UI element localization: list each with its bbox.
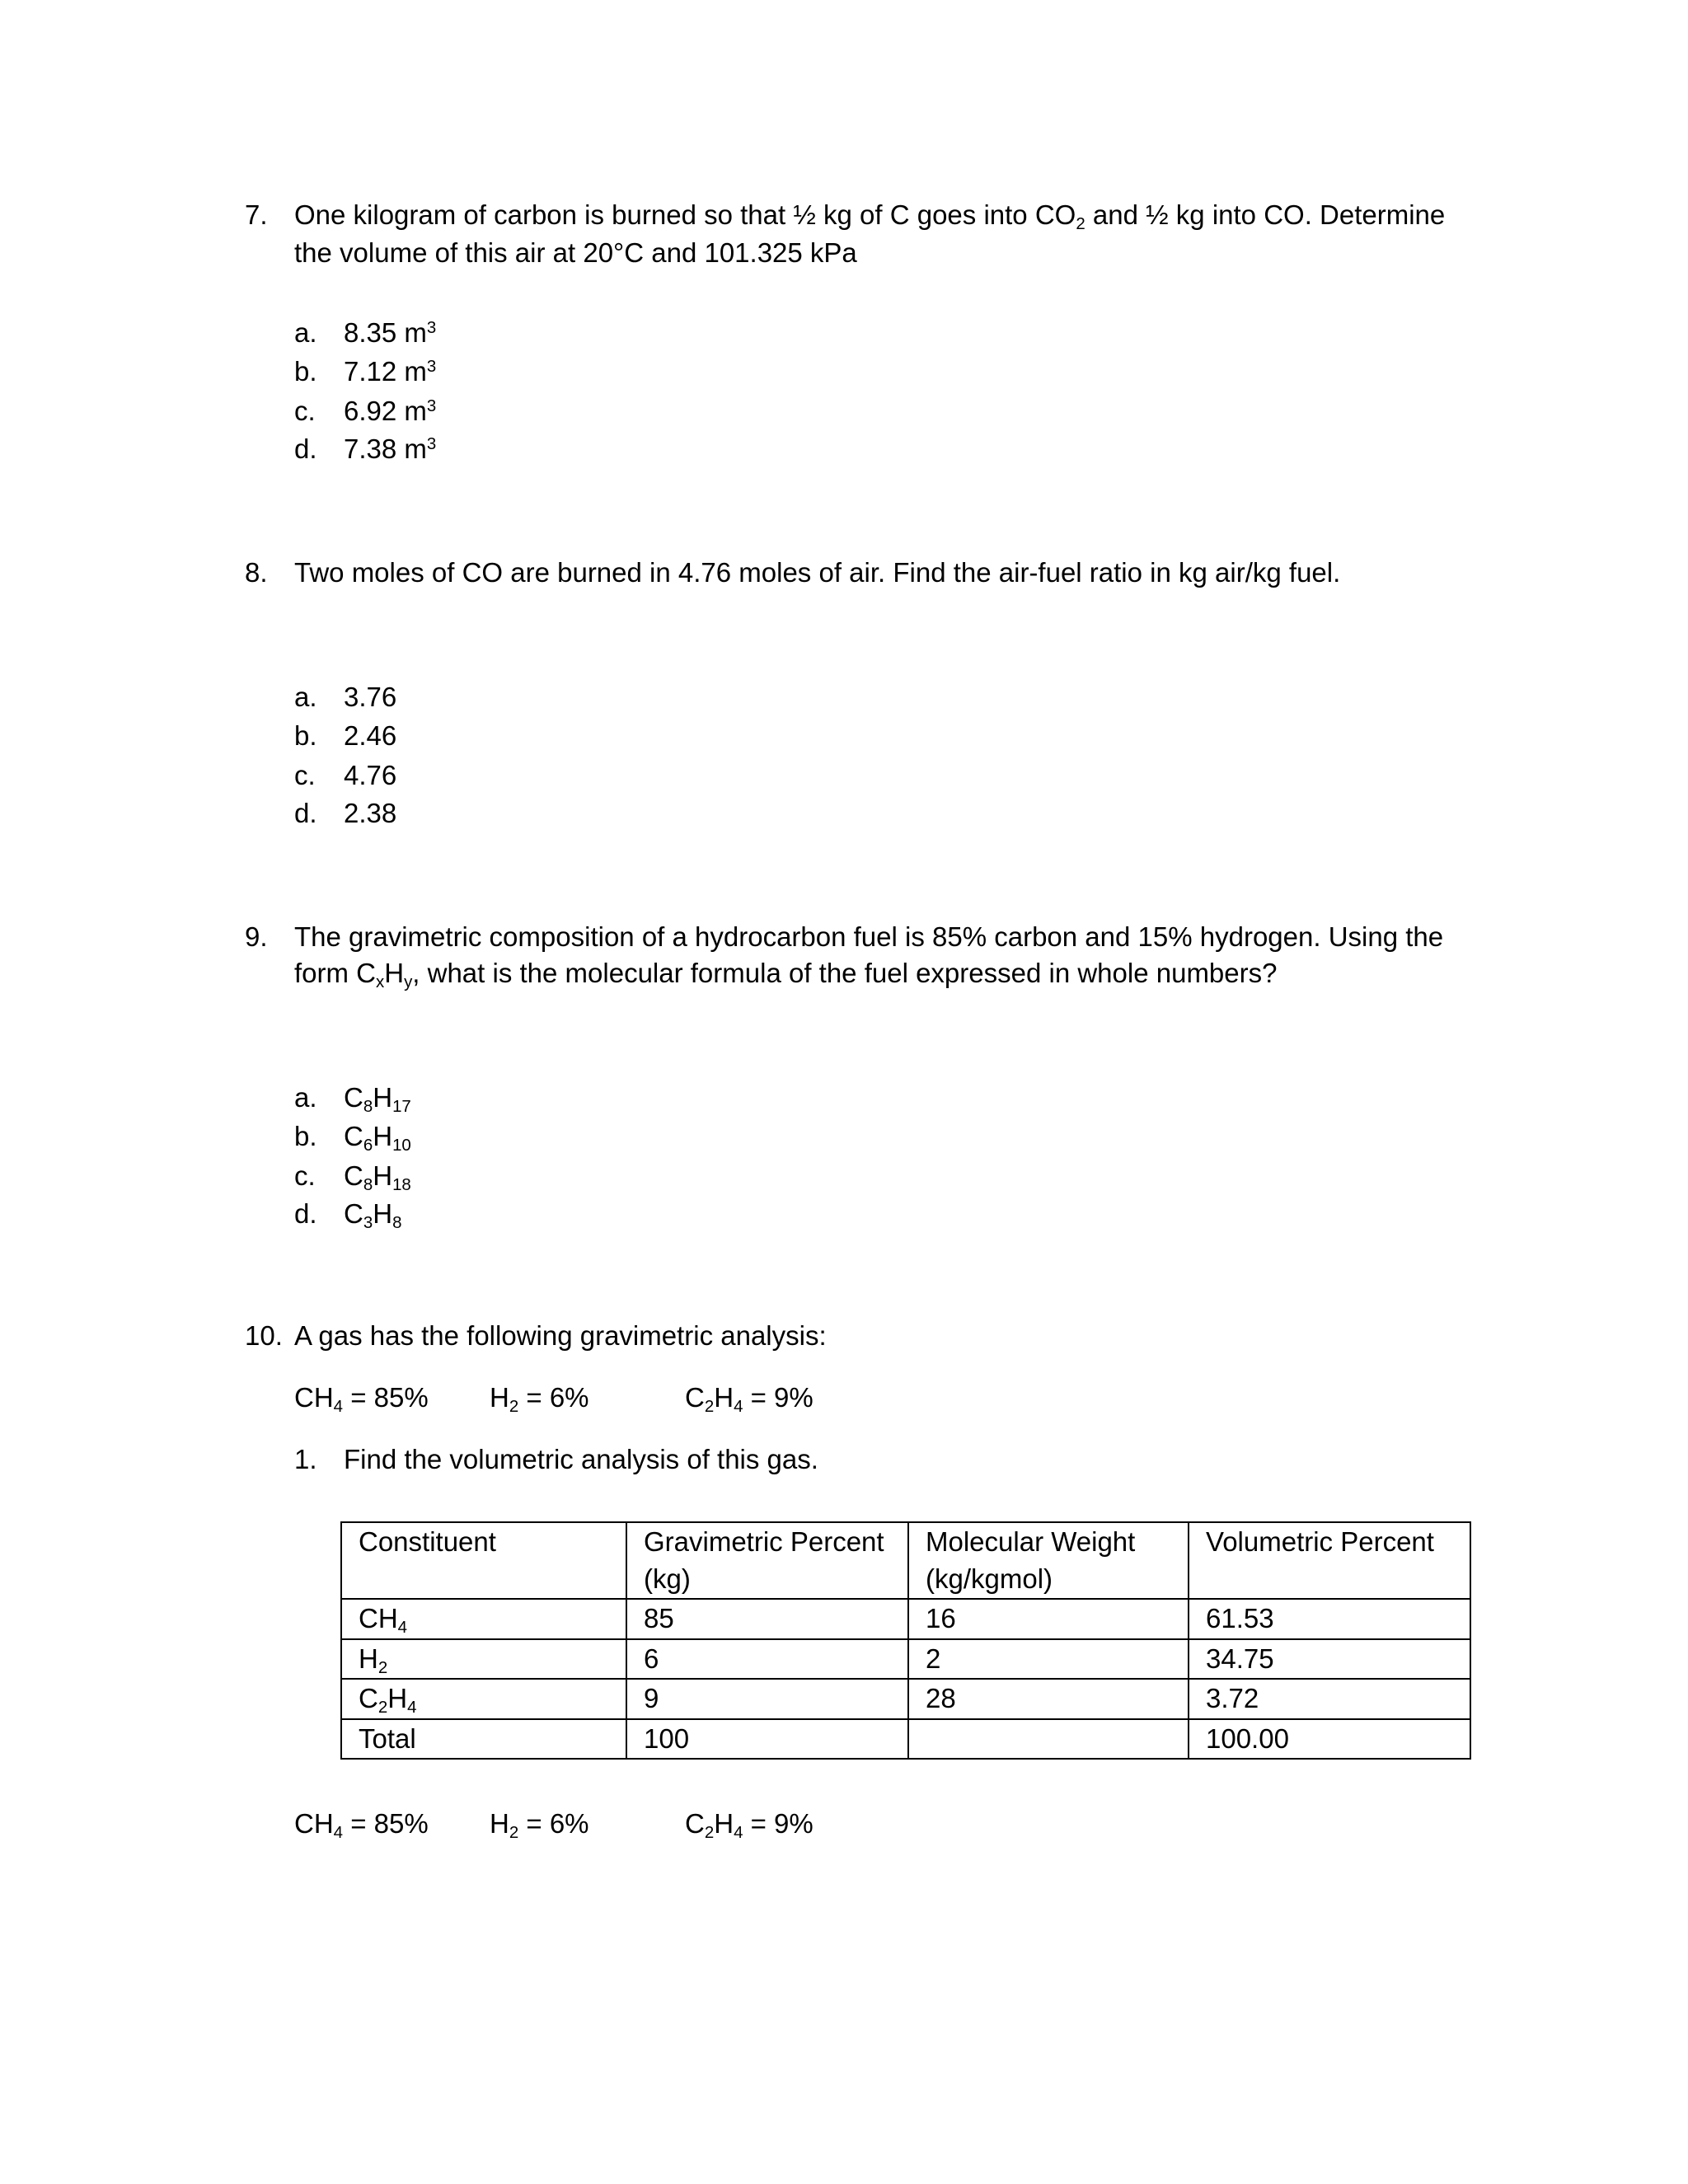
cell-volumetric: 3.72 bbox=[1189, 1679, 1470, 1719]
question-line: form $C_xH_y$, what is the molecular formula of the fuel expressed in whole numbers? bbox=[294, 957, 1278, 991]
cell-constituent: Total bbox=[341, 1719, 626, 1760]
ch4-fraction: $CH_4 = 85\%$ bbox=[294, 1382, 429, 1417]
cell-volumetric: 100.00 bbox=[1189, 1719, 1470, 1760]
option-d: d. $C_3H_8$ bbox=[294, 1198, 402, 1233]
option-a: a. 8.35 $m^3$ bbox=[294, 317, 437, 348]
table-row bbox=[341, 1599, 1470, 1639]
question-number: 8. bbox=[245, 557, 268, 588]
cell-gravimetric: 100 bbox=[626, 1719, 908, 1760]
cell-constituent: $C_2H_4$ bbox=[341, 1679, 626, 1719]
volumetric-analysis-table bbox=[340, 1521, 1471, 1760]
option-c: c. 6.92 $m^3$ bbox=[294, 396, 437, 426]
option-c: c. $C_8H_{18}$ bbox=[294, 1160, 411, 1195]
cell-molecular-weight: 16 bbox=[908, 1599, 1189, 1639]
question-line: The gravimetric composition of a hydrocarbon fuel is 85% carbon and 15% hydrogen. Using the bbox=[294, 921, 1444, 952]
cell-gravimetric: 85 bbox=[626, 1599, 908, 1639]
table-header-row bbox=[341, 1522, 1470, 1599]
h2-fraction: $H_2 = 6\%$ bbox=[490, 1382, 589, 1417]
question-line: One kilogram of carbon is burned so that ½ kg of C goes into $CO_2$ and ½ kg into CO. Determine bbox=[294, 199, 1446, 234]
question-text bbox=[294, 921, 1465, 989]
option-a: a. $C_8H_{17}$ bbox=[294, 1082, 411, 1117]
option-c: c. 4.76 bbox=[294, 760, 397, 790]
option-a: a. 3.76 bbox=[294, 682, 397, 712]
option-b: b. 7.12 $m^3$ bbox=[294, 356, 437, 387]
cell-molecular-weight bbox=[908, 1719, 1189, 1760]
option-b: b. $C_6H_{10}$ bbox=[294, 1121, 411, 1155]
cell-molecular-weight: 28 bbox=[908, 1679, 1189, 1719]
table-row bbox=[341, 1679, 1470, 1719]
header-molecular-weight: Molecular Weight (kg/kgmol) bbox=[908, 1522, 1189, 1599]
question-number: 10. bbox=[245, 1320, 283, 1351]
option-b: b. 2.46 bbox=[294, 720, 397, 751]
option-d: d. 7.38 $m^3$ bbox=[294, 434, 437, 464]
question-text bbox=[294, 199, 1465, 269]
cell-volumetric: 34.75 bbox=[1189, 1639, 1470, 1680]
sub-question-text: Find the volumetric analysis of this gas. bbox=[344, 1444, 818, 1474]
header-constituent: Constituent bbox=[341, 1522, 626, 1599]
cell-gravimetric: 9 bbox=[626, 1679, 908, 1719]
question-number: 9. bbox=[245, 921, 268, 952]
c2h4-fraction: $C_2H_4 = 9\%$ bbox=[685, 1808, 814, 1843]
question-text: Two moles of CO are burned in 4.76 moles of air. Find the air-fuel ratio in kg air/kg fuel. bbox=[294, 557, 1341, 588]
sub-question-number: 1. bbox=[294, 1444, 317, 1474]
c2h4-fraction: $C_2H_4 = 9\%$ bbox=[685, 1382, 814, 1417]
question-text: A gas has the following gravimetric analysis: bbox=[294, 1320, 827, 1351]
cell-constituent: $H_2$ bbox=[341, 1639, 626, 1680]
cell-constituent: $CH_4$ bbox=[341, 1599, 626, 1639]
option-d: d. 2.38 bbox=[294, 798, 397, 828]
table-row-total bbox=[341, 1719, 1470, 1760]
cell-gravimetric: 6 bbox=[626, 1639, 908, 1680]
h2-fraction: $H_2 = 6\%$ bbox=[490, 1808, 589, 1843]
ch4-fraction: $CH_4 = 85\%$ bbox=[294, 1808, 429, 1843]
table-row bbox=[341, 1639, 1470, 1680]
cell-volumetric: 61.53 bbox=[1189, 1599, 1470, 1639]
cell-molecular-weight: 2 bbox=[908, 1639, 1189, 1680]
question-number: 7. bbox=[245, 199, 268, 230]
header-volumetric: Volumetric Percent bbox=[1189, 1522, 1470, 1599]
question-line: the volume of this air at 20°C and 101.325 kPa bbox=[294, 237, 857, 268]
header-gravimetric: Gravimetric Percent (kg) bbox=[626, 1522, 908, 1599]
